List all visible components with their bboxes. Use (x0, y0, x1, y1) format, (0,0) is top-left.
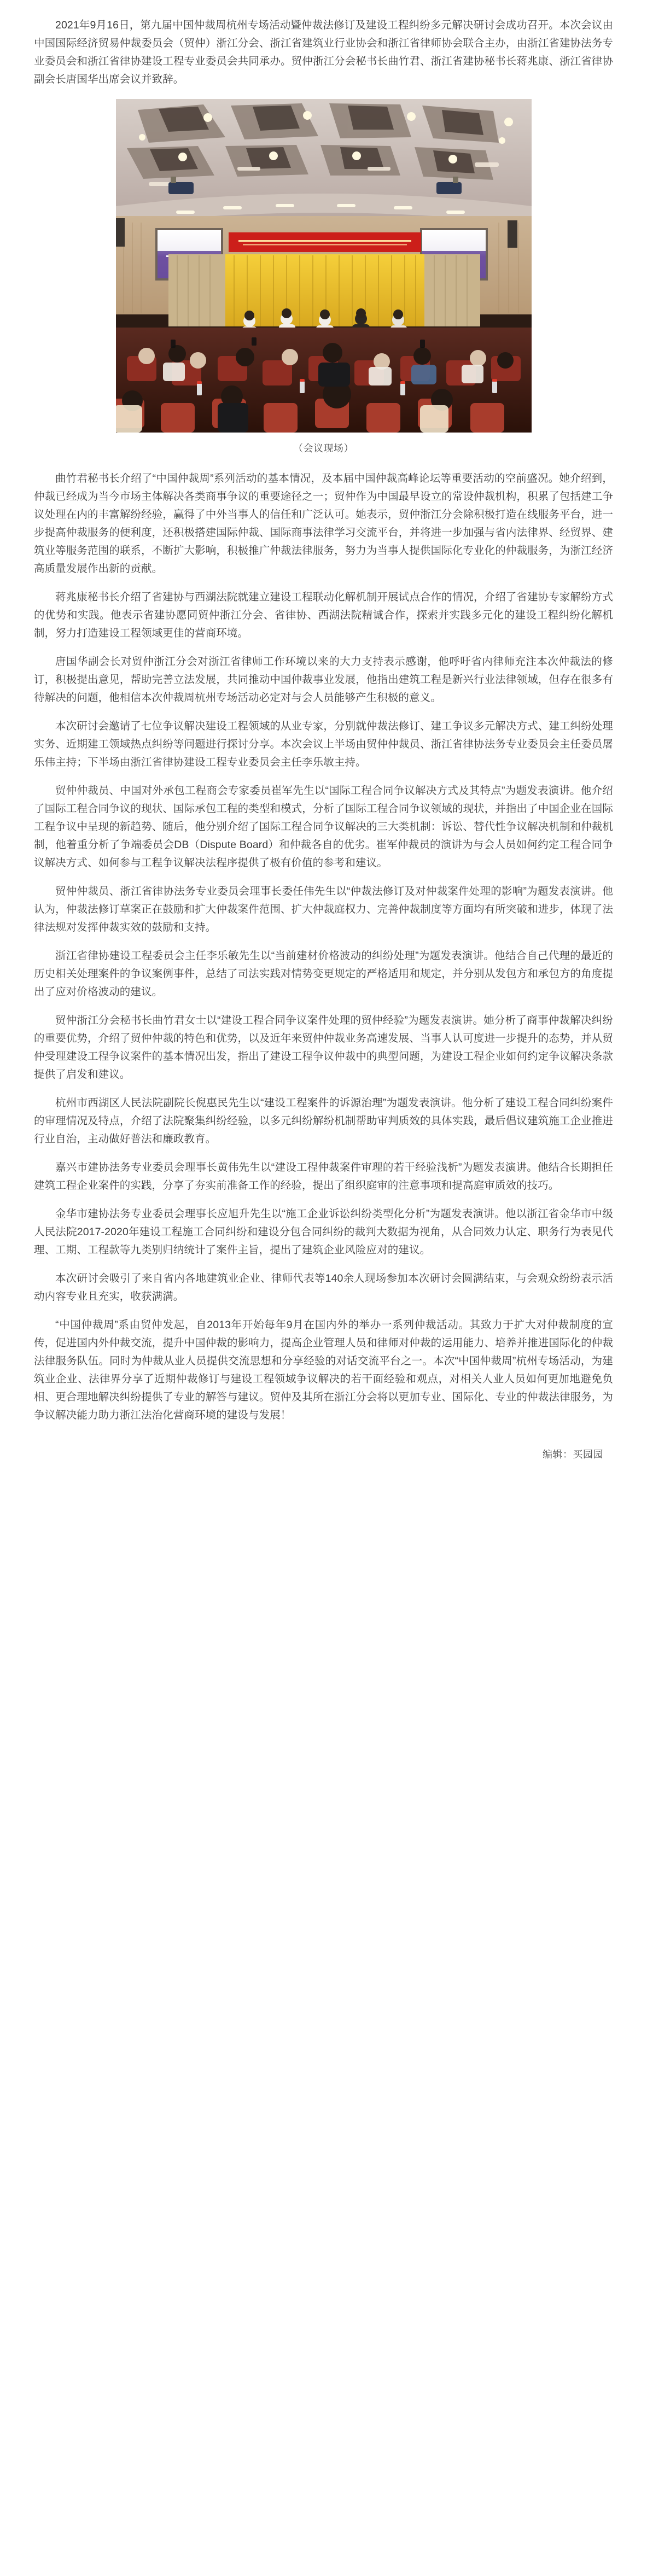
paragraph-6: 贸仲仲裁员、中国对外承包工程商会专家委员崔军先生以“国际工程合同争议解决方式及其特点”为题发表演讲。他介绍了国际工程合同争议的现状、国际承包工程的类型和模式，分析了国际工程合同争议领域的现状，并指出了中国企业在国际工程争议中呈现的新趋势、随后，他分别介绍了国际工程合同争议解决的三大类机制：诉讼、替代性争议解决机制和仲裁机制，他着重分析了争端委员会DB（Dispute Board）和仲裁各自的优劣。崔军仲裁员的演讲为与会人员如何约定工程合同争议解决方式、如何参与工程争议解决法程序提供了极有价值的参考和建议。 (34, 785, 613, 869)
figure-caption: （会议现场） (293, 443, 354, 454)
paragraph-7: 贸仲仲裁员、浙江省律协法务专业委员会理事长委任伟先生以“仲裁法修订及对仲裁案件处理的影响”为题发表演讲。他认为，仲裁法修订草案正在鼓励和扩大仲裁案件范围、扩大仲裁庭权力、完善仲裁制度等方面均有所突破和进步，体现了法律法规对发挥仲裁实效的鼓励和支持。 (34, 885, 613, 933)
paragraph-9: 贸仲浙江分会秘书长曲竹君女士以“建设工程合同争议案件处理的贸仲经验”为题发表演讲。她分析了商事仲裁解决纠纷的重要优势，介绍了贸仲仲裁的特色和优势，以及近年来贸仲仲裁业务高速发展、当事人认可度进一步提升的态势，并从贸仲受理建设工程争议案件的基本情况出发，指出了建设工程争议仲裁中的典型问题，为建设工程企业如何约定争议解决条款提供了启发和建议。 (34, 1014, 613, 1080)
paragraph-4: 唐国华副会长对贸仲浙江分会对浙江省律师工作环境以来的大力支持表示感谢，他呼吁省内律师充注本次仲裁法的修订，积极提出意见，帮助完善立法发展，共同推动中国仲裁事业发展，他指出建筑工程是新兴行业法律领域，但存在很多有待解决的问题，他相信本次仲裁周杭州专场活动必定对与会人员能够产生积极的意义。 (34, 656, 613, 704)
paragraph-13: 本次研讨会吸引了来自省内各地建筑业企业、律师代表等140余人现场参加本次研讨会圆满结束，与会观众纷纷表示活动内容专业且充实，收获满满。 (34, 1272, 613, 1302)
editor-credit: 编辑：买园园 (543, 1449, 603, 1460)
paragraph-14: “中国仲裁周”系由贸仲发起，自2013年开始每年9月在国内外的举办一系列仲裁活动。其致力于扩大对仲裁制度的宣传，促进国内外仲裁交流，提升中国仲裁的影响力，提高企业管理人员和律师对仲裁的运用能力、培养并推进国际化的仲裁法律服务队伍。同时为仲裁从业人员提供交流思想和分享经验的对话交流平台之一。本次“中国仲裁周”杭州专场活动，为建筑业企业、法律界分享了近期仲裁修订与建设工程领域争议解决的若干面经验和观点，对相关人业人员如何更加地避免负相、更合理地解决纠纷提供了专业的解答与建议。贸仲及其所在浙江分会将以更加专业、国际化、专业的仲裁法律服务，为争议解决能力助力浙江法治化营商环境的建设与发展！ (34, 1319, 613, 1421)
paragraph-12: 金华市建协法务专业委员会理事长应旭升先生以“施工企业诉讼纠纷类型化分析”为题发表演讲。他以浙江省金华市中级人民法院2017-2020年建设工程施工合同纠纷和建设分包合同纠纷的裁判大数据为视角，从合同效力认定、职务行为表见代理、工期、工程款等九类别归纳统计了案件主旨，提出了建筑企业风险应对的建议。 (34, 1208, 613, 1256)
conference-hall-photo (116, 99, 532, 433)
paragraph-11: 嘉兴市建协法务专业委员会理事长黄伟先生以“建设工程仲裁案件审理的若干经验浅析”为题发表演讲。他结合长期担任建筑工程企业案件的实践，分享了夯实前准备工作的经验，提出了组织庭审的注意事项和提高庭审质效的技巧。 (34, 1161, 613, 1191)
paragraph-5: 本次研讨会邀请了七位争议解决建设工程领域的从业专家，分别就仲裁法修订、建工争议多元解决方式、建工纠纷处理实务、近期建工领域热点纠纷等问题进行探讨分享。本次会议上半场由贸仲仲裁员、浙江省律协法务专业委员会主任委员屠乐伟主持；下半场由浙江省律协建设工程专业委员会主任李乐敏主持。 (34, 720, 613, 768)
paragraph-8: 浙江省律协建设工程委员会主任李乐敏先生以“当前建材价格波动的纠纷处理”为题发表演讲。他结合自己代理的最近的历史相关处理案件的争议案例事件，总结了司法实践对情势变更规定的严格适用和规定，并分别从发包方和承包方的角度提出了应对价格波动的建议。 (34, 950, 613, 998)
figure-conference (34, 99, 613, 457)
paragraph-2: 曲竹君秘书长介绍了“中国仲裁周”系列活动的基本情况，及本届中国仲裁高峰论坛等重要活动的空前盛况。她介绍到，仲裁已经成为当今市场主体解决各类商事争议的重要途径之一；贸仲作为中国最早设立的常设仲裁机构，积累了包括建工争议处理在内的丰富解纷经验，赢得了中外当事人的信任和广泛认可。她表示，贸仲浙江分会除积极打造在线服务平台，进一步提高仲裁服务的便利度，还积极搭建国际仲裁、国际商事法律学习交流平台，并将进一步加强与省内法律界、经贸界、建筑业等服务范围的联系，不断扩大影响，积极推广仲裁法律服务，努力为当事人提供国际化专业化的仲裁服务，为浙江经济高质量发展作出新的贡献。 (34, 472, 613, 575)
paragraph-10: 杭州市西湖区人民法院副院长倪惠民先生以“建设工程案件的诉源治理”为题发表演讲。他分析了建设工程合同纠纷案件的审理情况及特点，介绍了法院聚集纠纷经验，以多元纠纷解纷机制帮助审判质效的具体实践，最后倡议建筑施工企业推进行业自治，主动做好普法和廉政教育。 (34, 1097, 613, 1145)
paragraph-3: 蒋兆康秘书长介绍了省建协与西湖法院就建立建设工程联动化解机制开展试点合作的情况，介绍了省建协专家解纷方式的优势和实践。他表示省建协愿同贸仲浙江分会、省律协、西湖法院精诚合作，探索并实践多元化的建设工程纠纷化解机制，努力打造建设工程领域更佳的营商环境。 (34, 591, 613, 639)
paragraph-1: 2021年9月16日，第九届中国仲裁周杭州专场活动暨仲裁法修订及建设工程纠纷多元解决研讨会成功召开。本次会议由中国国际经济贸易仲裁委员会（贸仲）浙江分会、浙江省建筑业行业协会和浙江省律师协会联合主办，由浙江省建协法务专业委员会和浙江省律协建设工程专业委员会共同承办。贸仲浙江分会秘书长曲竹君、浙江省建协秘书长蒋兆康、浙江省律协副会长唐国华出席会议并致辞。 (34, 19, 613, 85)
